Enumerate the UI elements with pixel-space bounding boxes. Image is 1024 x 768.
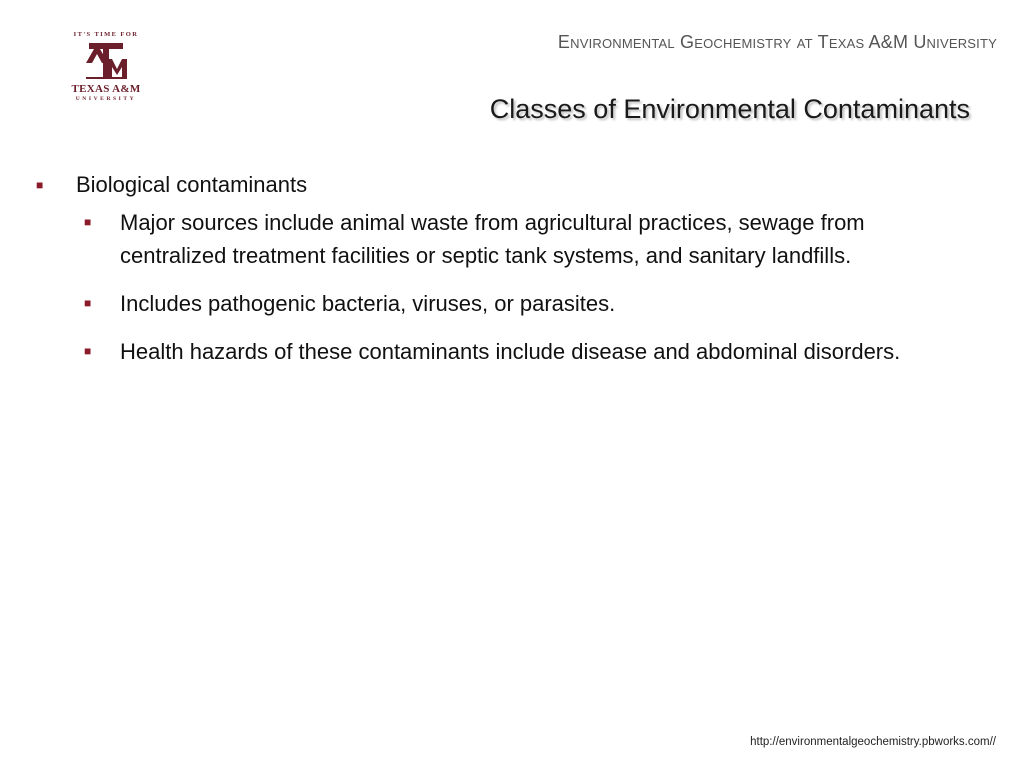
logo-name: TEXAS A&M xyxy=(71,83,141,95)
logo-tagline: IT'S TIME FOR xyxy=(73,31,139,38)
atm-monogram-icon xyxy=(83,41,129,81)
bullet-text: Includes pathogenic bacteria, viruses, or parasites. xyxy=(120,291,616,316)
sub-bullet-list xyxy=(84,206,966,368)
square-bullet-icon: ■ xyxy=(84,215,92,229)
logo-subtitle: UNIVERSITY xyxy=(75,96,137,102)
square-bullet-icon: ■ xyxy=(84,296,92,310)
bullet-item-level1 xyxy=(36,168,966,202)
texas-am-logo xyxy=(58,30,154,118)
bullet-item-level2 xyxy=(84,335,966,368)
bullet-item-level2 xyxy=(84,287,966,320)
footer-url[interactable]: http://environmentalgeochemistry.pbworks.com// xyxy=(750,736,996,748)
square-bullet-icon: ■ xyxy=(36,178,44,192)
bullet-text: Major sources include animal waste from agricultural practices, sewage from centralized treatment facilities or septic tank systems, and sanitary landfills. xyxy=(120,210,865,268)
header-title: Environmental Geochemistry at Texas A&M University xyxy=(557,32,997,52)
square-bullet-icon: ■ xyxy=(84,344,92,358)
slide-title: Classes of Environmental Contaminants xyxy=(489,94,970,124)
bullet-text: Health hazards of these contaminants include disease and abdominal disorders. xyxy=(120,339,901,364)
slide-content xyxy=(36,168,966,383)
bullet-item-level2 xyxy=(84,206,966,272)
bullet-text: Biological contaminants xyxy=(76,172,308,197)
